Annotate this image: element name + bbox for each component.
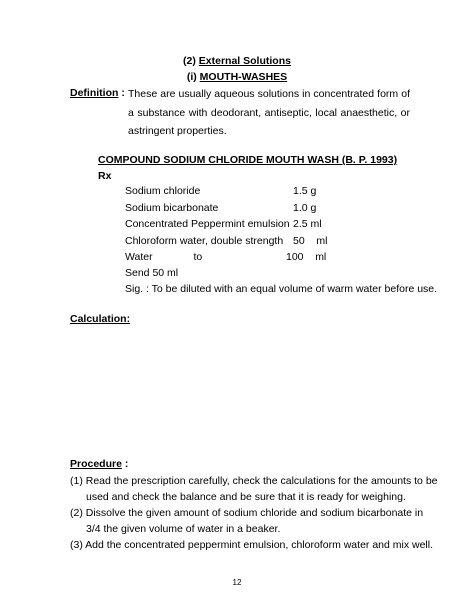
- section-title: [0, 56, 474, 67]
- procedure-step: (1) Read the prescription carefully, check the calculations for the amounts to be: [70, 475, 438, 487]
- section-number: (2): [183, 55, 199, 67]
- ingredient-name: Concentrated Peppermint emulsion: [125, 218, 290, 230]
- procedure-step-cont: used and check the balance and be sure that it is ready for weighing.: [86, 491, 406, 503]
- ingredient-name: Sodium bicarbonate: [125, 202, 219, 214]
- ingredient-qty: 50 ml: [293, 235, 328, 247]
- definition-text: These are usually aqueous solutions in concentrated form of a substance with deodorant, antiseptic, local anaesthetic, or astringent properties.: [128, 88, 410, 137]
- procedure-label: Procedure :: [70, 458, 129, 470]
- procedure-step: (2) Dissolve the given amount of sodium chloride and sodium bicarbonate in: [70, 507, 424, 519]
- ingredient-name: Sodium chloride: [125, 185, 201, 197]
- procedure-step-cont: 3/4 the given volume of water in a beaker.: [86, 523, 281, 535]
- section-title-text: External Solutions: [198, 55, 291, 67]
- definition-label-word: Definition: [70, 87, 119, 99]
- send-line: Send 50 ml: [125, 267, 179, 279]
- calculation-label: Calculation:: [70, 313, 131, 325]
- procedure-step: (3) Add the concentrated peppermint emulsion, chloroform water and mix well.: [70, 539, 434, 551]
- ingredient-name: Water to: [125, 251, 203, 263]
- page-number: 12: [232, 578, 242, 587]
- formula-heading: COMPOUND SODIUM CHLORIDE MOUTH WASH (B. P. 1993): [98, 154, 398, 166]
- ingredient-qty: 100 ml: [286, 251, 327, 263]
- ingredient-qty: 2.5 ml: [293, 218, 322, 230]
- section-subtitle: (i) MOUTH-WASHES: [186, 71, 288, 83]
- ingredient-qty: 1.0 g: [293, 202, 317, 214]
- ingredient-qty: 1.5 g: [293, 185, 317, 197]
- ingredient-name: Chloroform water, double strength: [125, 235, 284, 247]
- procedure-label-word: Procedure: [70, 458, 122, 470]
- sig-line: Sig. : To be diluted with an equal volume of warm water before use.: [125, 283, 438, 295]
- rx-label: Rx: [98, 170, 112, 182]
- definition-label: Definition :: [70, 87, 125, 99]
